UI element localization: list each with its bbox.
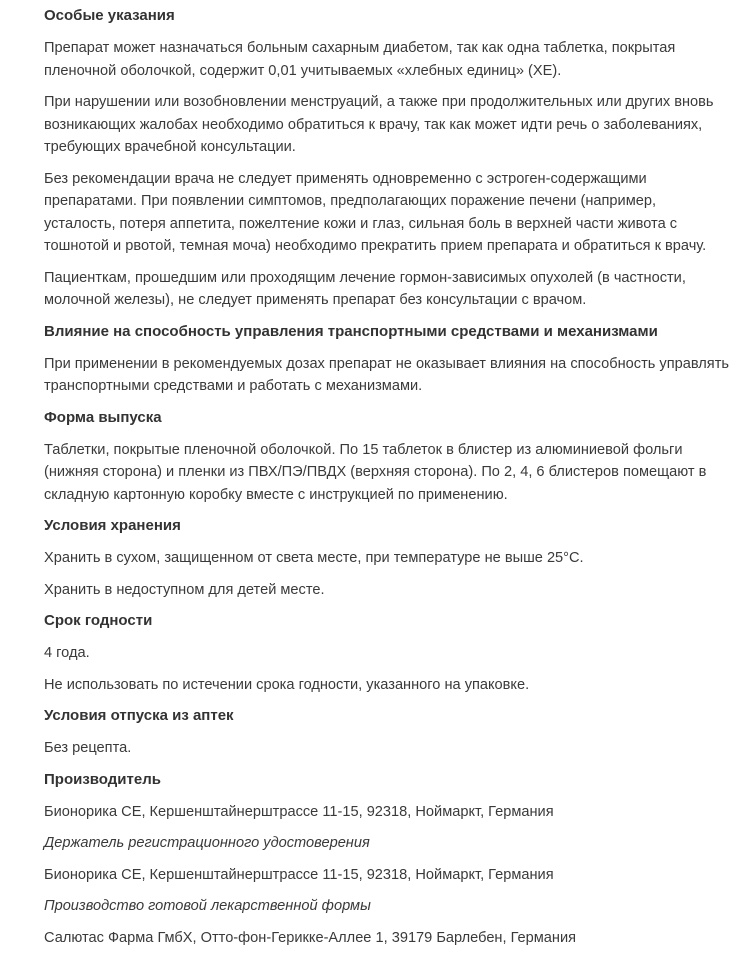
subheading-italic: Держатель регистрационного удостоверения — [44, 835, 370, 851]
section-shelf-life — [44, 610, 730, 696]
section-heading: Срок годности — [44, 612, 153, 629]
paragraph: Бионорика СЕ, Кершенштайнерштрассе 11-15, 92318, Ноймаркт, Германия — [44, 866, 554, 883]
section-heading: Производитель — [44, 770, 161, 788]
paragraph: Препарат может назначаться больным сахарным диабетом, так как одна таблетка, покрытая пленочной оболочкой, содержит 0,01 учитываемых «хлебных единиц» (ХЕ). — [44, 40, 676, 79]
section-storage — [44, 515, 730, 601]
paragraph: 4 года. — [44, 645, 90, 661]
section-manufacturer — [44, 769, 730, 950]
section-heading: Особые указания — [44, 7, 175, 24]
section-dispensing — [44, 705, 730, 760]
paragraph: Салютас Фарма ГмбХ, Отто-фон-Герикке-Аллее 1, 39179 Барлебен, Германия — [44, 929, 577, 946]
paragraph: Не использовать по истечении срока годности, указанного на упаковке. — [44, 676, 530, 693]
paragraph: Без рецепта. — [44, 740, 132, 756]
section-release-form — [44, 407, 730, 507]
paragraph: Пациенткам, прошедшим или проходящим лечение гормон-зависимых опухолей (в частности, молочной железы), не следует применять препарат без консультации с врачом. — [44, 269, 686, 308]
paragraph: Без рекомендации врача не следует применять одновременно с эстроген-содержащими препаратами. При появлении симптомов, предполагающих поражение печени (например, усталость, потеря аппетита, пожелтение кожи и глаз, сильная боль в верхней части живота с тошнотой и рвотой, темная моча) необходимо прекратить прием препарата и обратиться к врачу. — [44, 170, 707, 254]
section-driving-influence — [44, 321, 730, 398]
paragraph: Бионорика СЕ, Кершенштайнерштрассе 11-15, 92318, Ноймаркт, Германия — [44, 803, 554, 820]
paragraph: При применении в рекомендуемых дозах препарат не оказывает влияния на способность управлять транспортными средствами и работать с механизмами. — [44, 355, 729, 394]
section-special-instructions — [44, 5, 730, 312]
section-heading: Условия хранения — [44, 517, 181, 534]
section-heading: Условия отпуска из аптек — [44, 707, 234, 724]
paragraph: Таблетки, покрытые пленочной оболочкой. По 15 таблеток в блистер из алюминиевой фольги (нижняя сторона) и пленки из ПВХ/ПЭ/ПВДХ (верхняя сторона). По 2, 4, 6 блистеров помещают в складную картонную коробку вместе с инструкцией по применению. — [44, 441, 707, 503]
section-heading: Форма выпуска — [44, 408, 162, 426]
section-heading: Влияние на способность управления транспортными средствами и механизмами — [44, 322, 658, 340]
paragraph: Хранить в сухом, защищенном от света месте, при температуре не выше 25°С. — [44, 550, 584, 566]
paragraph: При нарушении или возобновлении менструаций, а также при продолжительных или других вновь возникающих жалобах необходимо обратиться к врачу, так как может идти речь о заболеваниях, требующих врачебной консультации. — [44, 94, 714, 155]
paragraph: Хранить в недоступном для детей месте. — [44, 581, 325, 598]
subheading-italic: Производство готовой лекарственной формы — [44, 898, 371, 914]
